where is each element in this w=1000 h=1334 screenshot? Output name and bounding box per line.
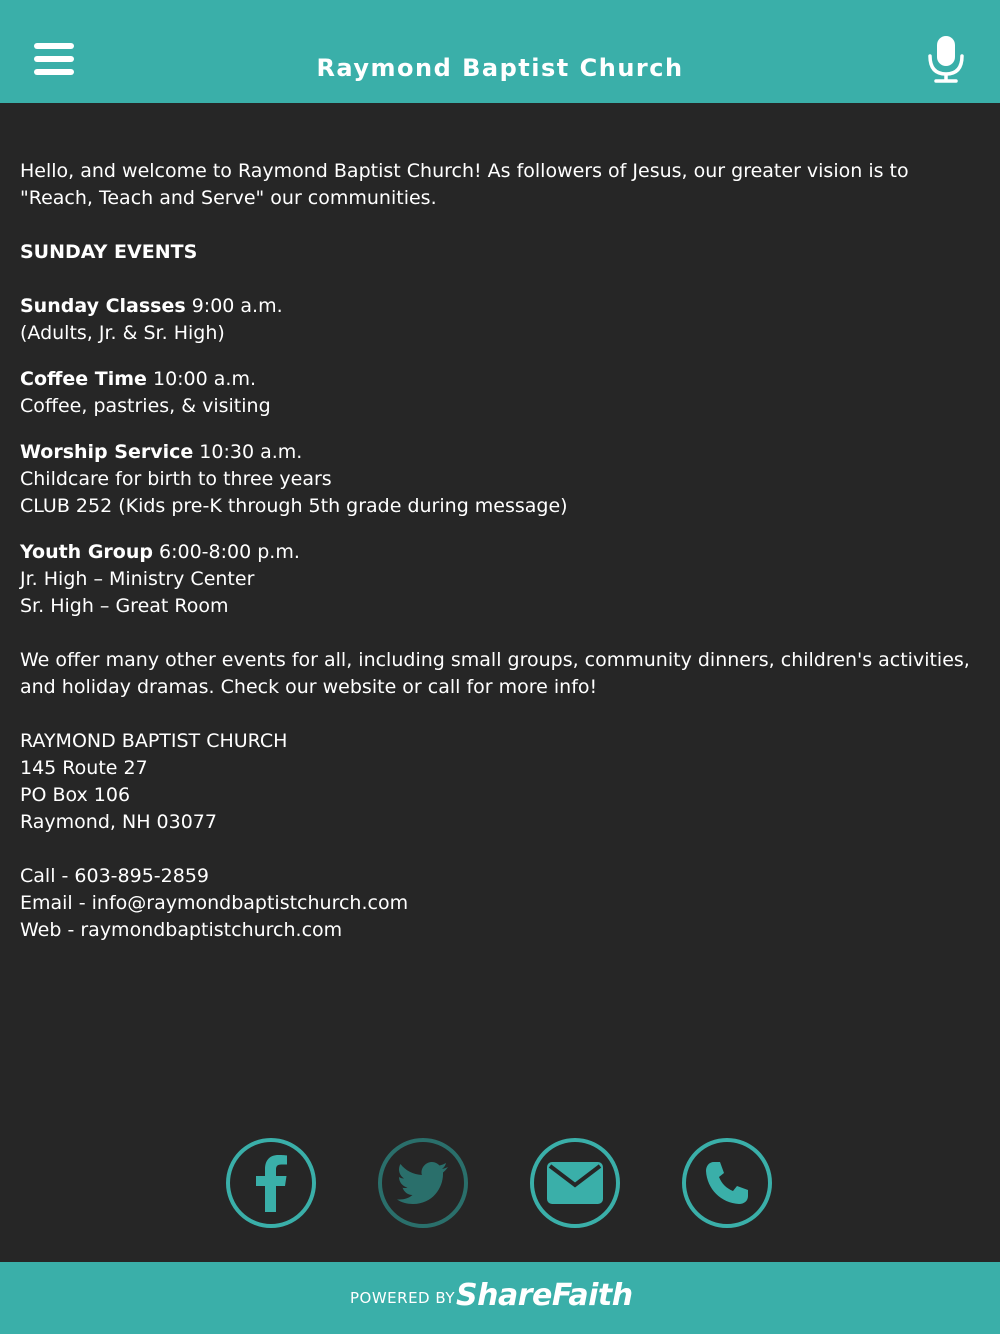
event-name: Youth Group [20,541,153,563]
contact-email[interactable]: Email - info@raymondbaptistchurch.com [20,892,409,914]
event-coffee-time [20,366,980,420]
sharefaith-logo[interactable]: ShareFaith [456,1278,633,1313]
contact-call[interactable]: Call - 603-895-2859 [20,865,209,887]
twitter-icon [397,1162,449,1204]
address-line: Raymond, NH 03077 [20,811,217,833]
address-line: PO Box 106 [20,784,131,806]
event-detail: Coffee, pastries, & visiting [20,395,271,417]
social-bar [0,1138,1000,1230]
event-detail: Jr. High – Ministry Center [20,568,255,590]
address-block [20,728,980,836]
event-name: Worship Service [20,441,194,463]
powered-by-label: POWERED BY [350,1289,456,1307]
hamburger-menu-icon [34,43,74,49]
phone-button[interactable] [682,1138,772,1228]
contact-block [20,863,980,944]
microphone-icon [924,34,968,84]
other-events-text: We offer many other events for all, including small groups, community dinners, children's activities, and holiday dramas. Check our website or call for more info! [20,649,970,698]
event-time: 9:00 a.m. [185,295,283,317]
contact-web[interactable]: Web - raymondbaptistchurch.com [20,919,343,941]
event-time: 10:30 a.m. [193,441,303,463]
email-icon [547,1162,603,1204]
event-detail: Childcare for birth to three years [20,468,332,490]
section-heading: SUNDAY EVENTS [20,241,198,263]
facebook-button[interactable] [226,1138,316,1228]
event-detail: Sr. High – Great Room [20,595,229,617]
event-youth-group [20,539,980,620]
address-line: RAYMOND BAPTIST CHURCH [20,730,288,752]
intro-text: Hello, and welcome to Raymond Baptist Church! As followers of Jesus, our greater vision is to "Reach, Teach and Serve" our communities. [20,160,909,209]
main-content [20,158,980,944]
facebook-icon [254,1154,288,1212]
event-time: 6:00-8:00 p.m. [152,541,300,563]
event-sunday-classes [20,293,980,347]
email-button[interactable] [530,1138,620,1228]
event-name: Sunday Classes [20,295,186,317]
event-name: Coffee Time [20,368,147,390]
address-line: 145 Route 27 [20,757,148,779]
event-detail: (Adults, Jr. & Sr. High) [20,322,225,344]
microphone-button[interactable] [924,34,968,84]
event-worship-service [20,439,980,520]
event-time: 10:00 a.m. [146,368,257,390]
page-title: Raymond Baptist Church [316,54,684,82]
twitter-button[interactable] [378,1138,468,1228]
event-detail: CLUB 252 (Kids pre-K through 5th grade during message) [20,495,568,517]
phone-icon [705,1161,749,1205]
